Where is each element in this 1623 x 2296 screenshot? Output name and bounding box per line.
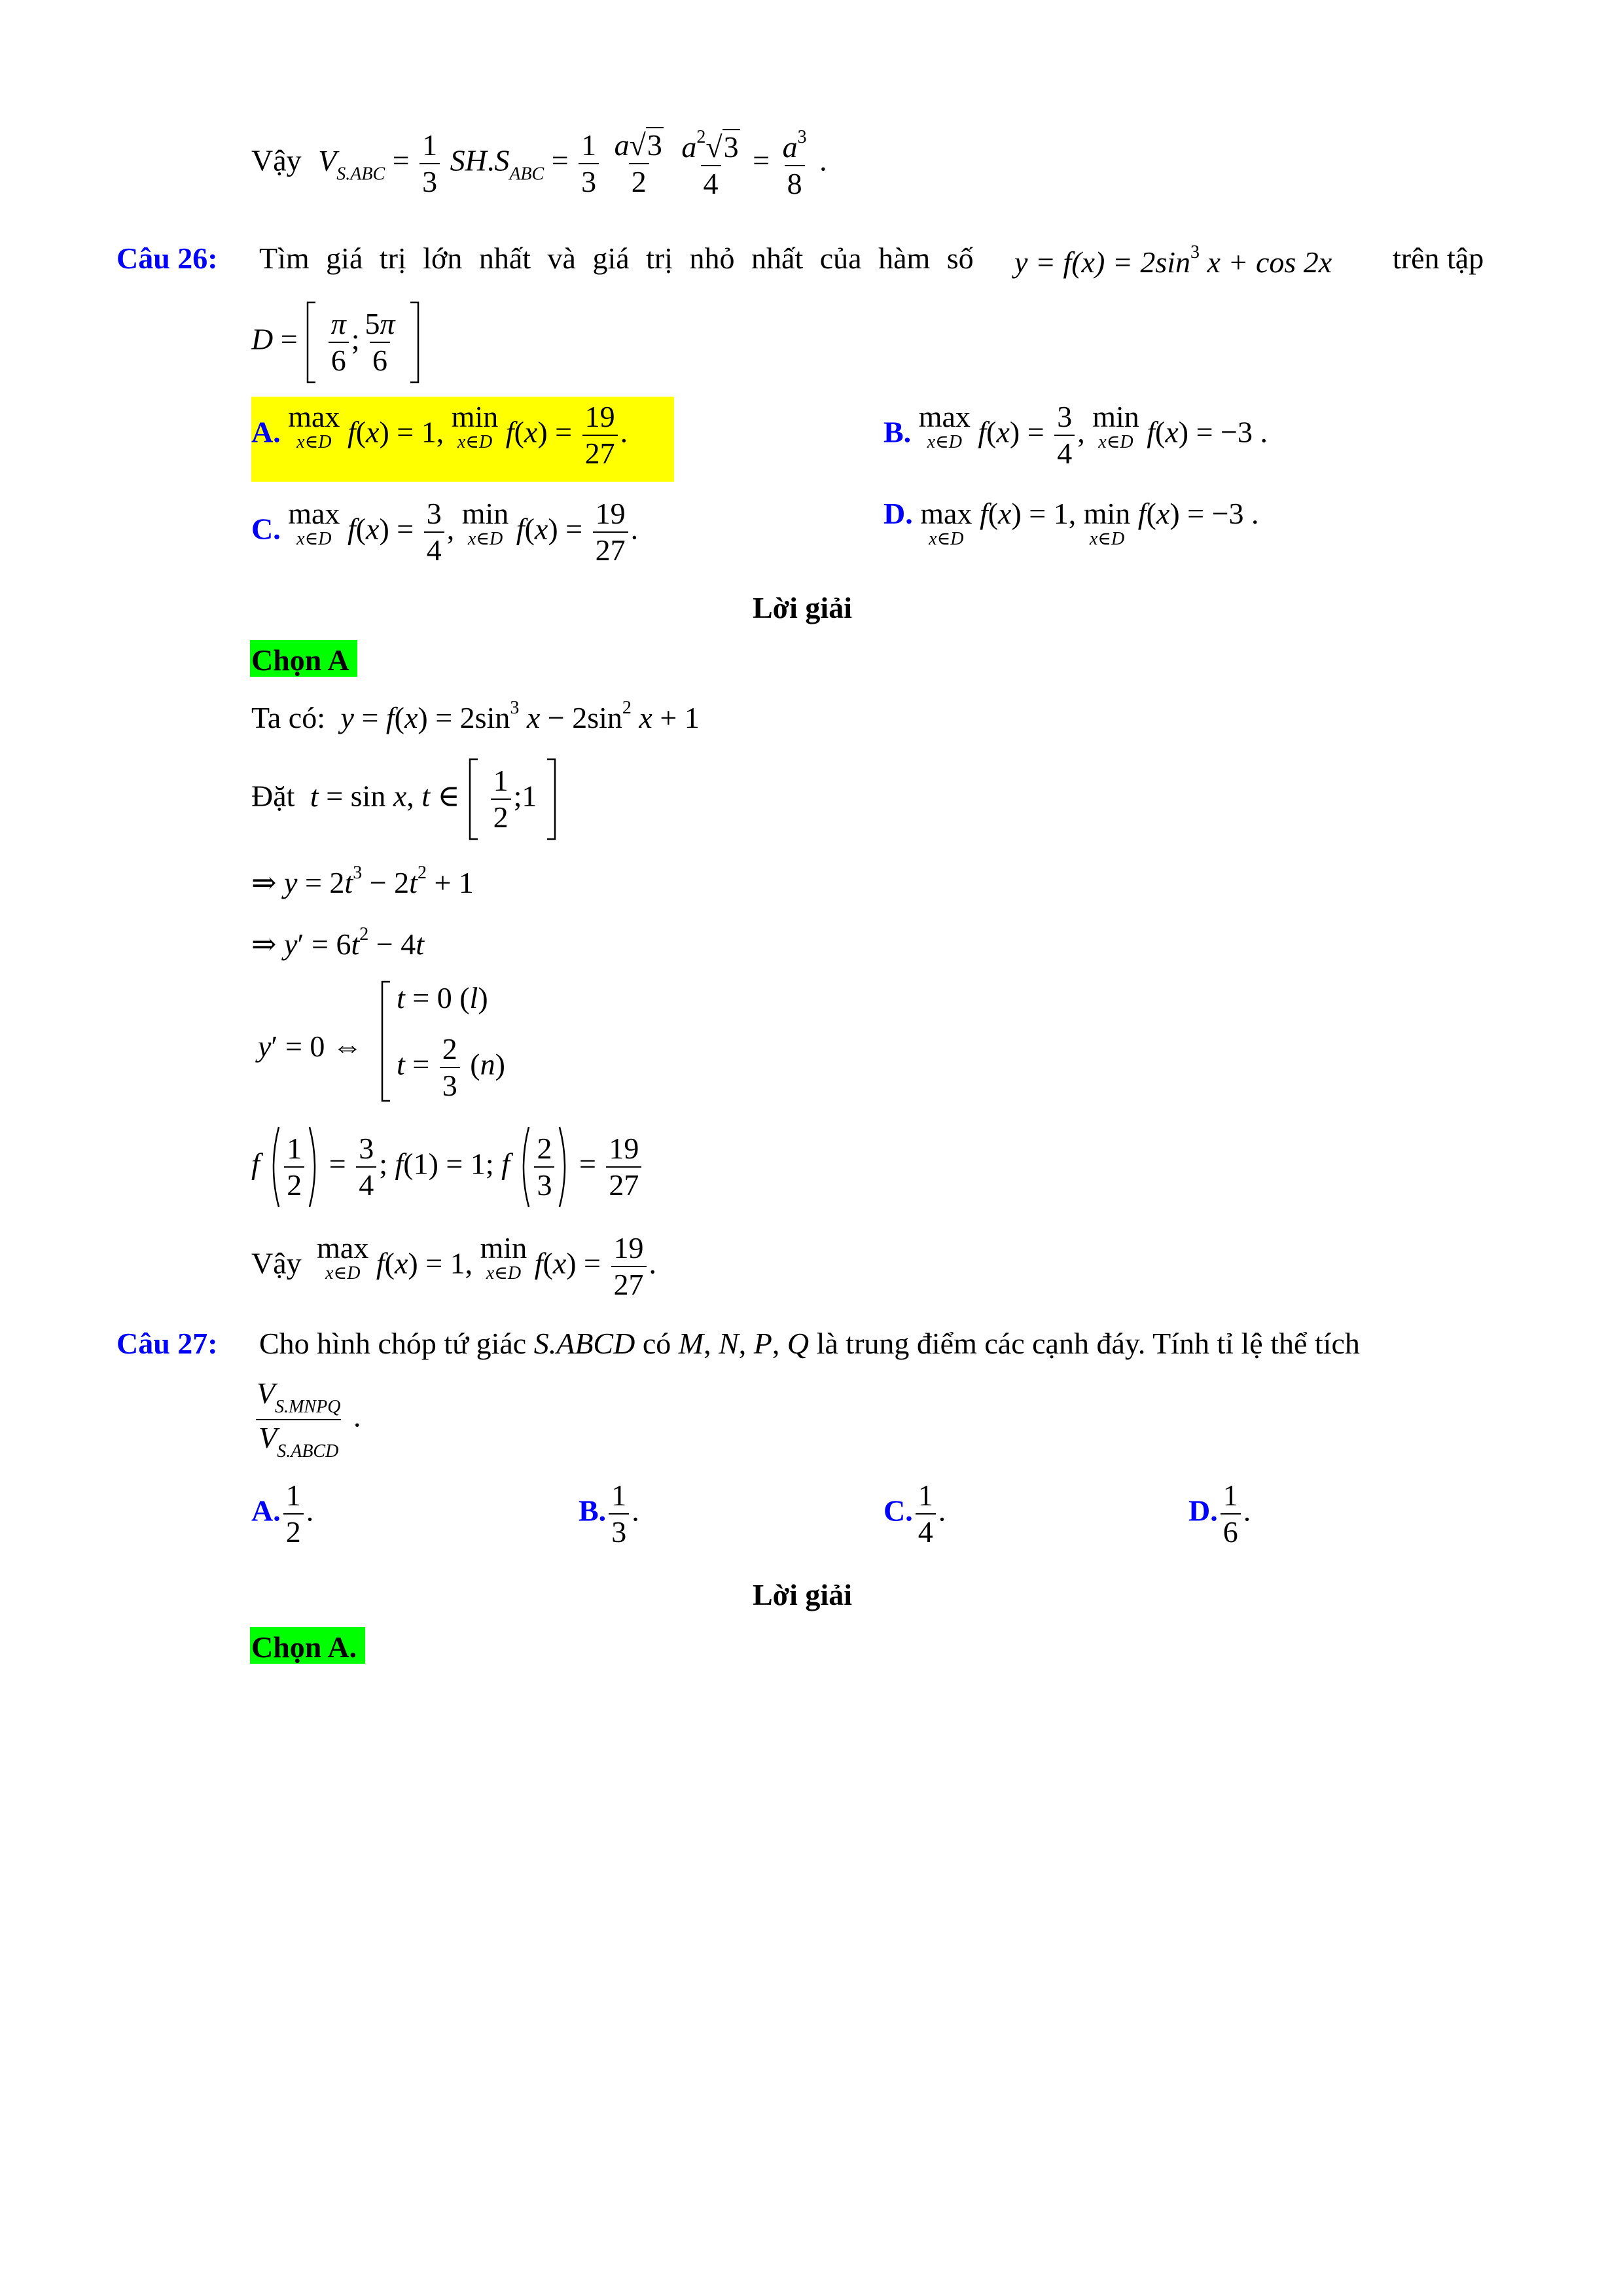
q27-solution-title: Lời giải: [753, 1578, 852, 1611]
prev-conclusion: Vậy $V_{S.ABC}$ = $\frac{1}{3}$ $SH.S_{ABC}$ = $\frac{1}{3}$ $\frac{a√3}{2}$ $\frac{a^2√3}{4}$ = $\frac{a^3}{8}$ .: [251, 127, 827, 200]
q26-label: Câu 26:: [116, 242, 218, 275]
step-4: ⇒ $y' = 6t^2 - 4t$: [251, 924, 424, 961]
step-1-prefix: Ta có:: [251, 701, 326, 734]
q27-option-c-key: C.: [883, 1494, 913, 1528]
q26-tail: trên tập: [1393, 242, 1484, 275]
q27-option-c[interactable]: C. $\frac{1}{4}$ .: [883, 1479, 946, 1549]
q27-option-a-key: A.: [251, 1494, 281, 1528]
step-2-prefix: Đặt: [251, 779, 295, 813]
left-paren-icon: [517, 1124, 531, 1210]
right-paren-icon: [307, 1124, 321, 1210]
q26-header: [116, 242, 1497, 279]
q26-option-c-key: C.: [251, 512, 281, 546]
q27-ratio: $\frac{V_{S.MNPQ}}{V_{S.ABCD}}$ .: [257, 1376, 361, 1462]
q26-option-c[interactable]: C. max x∈D f(x) = $\frac{3}{4}$ , min x∈D f(x) = $\frac{19}{27}$ .: [251, 497, 639, 567]
q27-option-b[interactable]: B. $\frac{1}{3}$ .: [579, 1479, 639, 1549]
q26-text: Tìm giá trị lớn nhất và giá trị nhỏ nhất của hàm số: [259, 242, 974, 275]
left-bracket-icon: [305, 300, 318, 385]
q27-option-b-key: B.: [579, 1494, 607, 1528]
q26-func: $y = f(x) = 2\sin^3$ x + cos 2x: [1014, 242, 1332, 279]
q27-option-d[interactable]: D. $\frac{1}{6}$ .: [1188, 1479, 1251, 1549]
step-2: Đặt t = sin x, t ∈ $\frac{1}{2}$ ;1: [251, 757, 558, 842]
q27-option-a[interactable]: A. $\frac{1}{2}$ .: [251, 1479, 314, 1549]
right-bracket-icon: [408, 300, 421, 385]
case-bracket-icon: [380, 979, 393, 1103]
q27-text: Cho hình chóp tứ giác S.ABCD có M, N, P, Q là trung điểm các cạnh đáy. Tính tỉ lệ thể tích: [259, 1327, 1360, 1360]
prev-prefix: Vậy: [251, 143, 302, 177]
q26-option-b[interactable]: B. max x∈D f(x) = $\frac{3}{4}$ , min x∈D f(x) = −3 .: [883, 400, 1268, 470]
q26-domain: D = $\frac{\pi}{6}$ ; $\frac{5\pi}{6}$: [251, 300, 421, 385]
q26-solution-title: Lời giải: [753, 591, 852, 624]
right-paren-icon: [557, 1124, 571, 1210]
q26-option-d-key: D.: [883, 497, 913, 530]
step-3: ⇒ $y = 2t^3 - 2t^2 + 1$: [251, 863, 474, 899]
right-bracket-icon: [544, 757, 558, 842]
document-page: Vậy $V_{S.ABC}$ = $\frac{1}{3}$ $SH.S_{ABC}$ = $\frac{1}{3}$ $\frac{a√3}{2}$ $\frac{a^2√3}{4}$ = $\frac{a^3}{8}$ . Câu 26: Tìm giá trị lớn nhất và giá trị nhỏ nhất của hàm số $y = f(x) = 2\sin^3$ x + cos 2x trên tập D = $\frac{\pi}{6}$ ; $\frac{5\pi}{6}$ A. max x∈D f(x) = 1, min x∈D f(x) = $\frac{19}{27}$ . B. max x∈D f(x) = $\frac{3}{4}$ , min x∈D f(x) = −3 . C. max x∈D f(x) = $\frac{3}{4}$ , min x∈D f(x) = $\frac{19}{27}$ . D. max x∈D f(x) = 1, min x∈D f(x) = −3 . Lời giải Chọn A Ta có: $y = f(x) = 2\sin^3$ $x - 2\sin^2$ x + 1 Đặt t = sin x, t ∈ $\frac{1}{2}$ ;1 ⇒ $y = 2t^3 - 2t^2 + 1$ ⇒ $y' = 6t^2 - 4t$ y′ = 0 ⇔ t = 0 (l) t = $\frac{2}{3}$ (n) f $\frac{1}{2}$ = $\frac{3}{4}$ ; f(1) = 1; f $\frac{2}{3}$ = $\frac{19}{27}$ Vậy max x∈D f(x) = 1, min x∈D f(x) = $\frac{19}{27}$ . Câu 27: Cho hình chóp tứ giác S.ABCD có M, N, P, Q là trung điểm các cạnh đáy. Tính tỉ lệ thể tích $\frac{V_{S.MNPQ}}{V_{S.ABCD}}$ . A. $\frac{1}{2}$ . B. $\frac{1}{3}$ . C. $\frac{1}{4}$ . D. $\frac{1}{6}$ . Lời giải Chọn A.: [0, 0, 1623, 2296]
step-6: f $\frac{1}{2}$ = $\frac{3}{4}$ ; f(1) = 1; f $\frac{2}{3}$ = $\frac{19}{27}$: [251, 1124, 644, 1210]
step-1: Ta có: $y = f(x) = 2\sin^3$ $x - 2\sin^2$ x + 1: [251, 698, 700, 734]
q26-option-a-key: A.: [251, 415, 281, 449]
q26-option-d[interactable]: D. max x∈D f(x) = 1, min x∈D f(x) = −3 .: [883, 497, 1259, 549]
left-paren-icon: [267, 1124, 281, 1210]
q27-option-d-key: D.: [1188, 1494, 1218, 1528]
q27-label: Câu 27:: [116, 1327, 218, 1360]
q27-header: [116, 1329, 1497, 1359]
step-7-prefix: Vậy: [251, 1246, 302, 1280]
q26-option-b-key: B.: [883, 415, 912, 449]
q26-option-a[interactable]: A. max x∈D f(x) = 1, min x∈D f(x) = $\frac{19}{27}$ .: [251, 400, 628, 470]
left-bracket-icon: [467, 757, 480, 842]
q27-choice: Chọn A.: [251, 1630, 357, 1664]
q26-choice: Chọn A: [251, 643, 349, 677]
step-7: Vậy max x∈D f(x) = 1, min x∈D f(x) = $\frac{19}{27}$ .: [251, 1231, 656, 1301]
